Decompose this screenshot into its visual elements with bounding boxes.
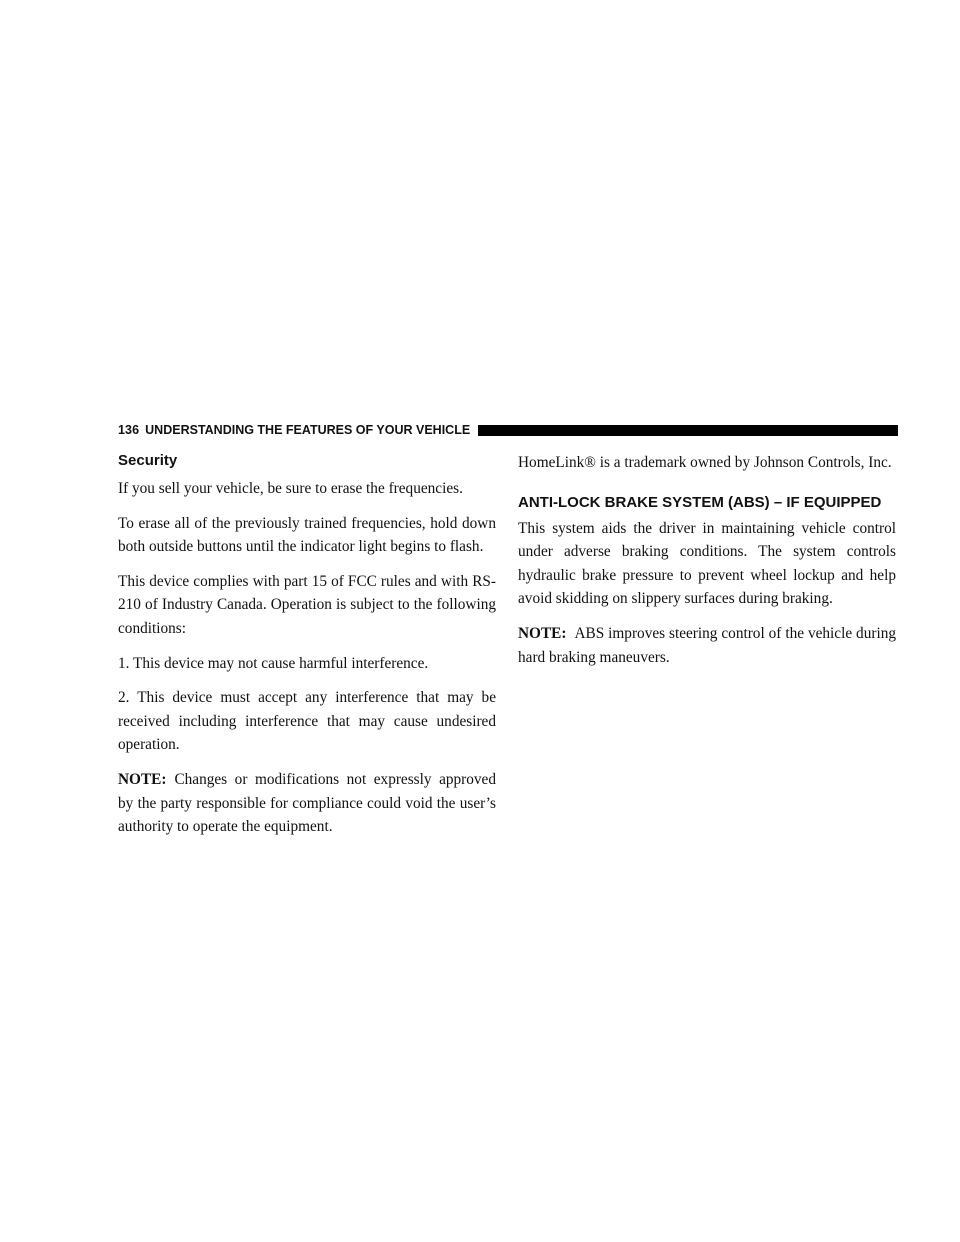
paragraph-fcc-compliance: This device complies with part 15 of FCC rules and with RS-210 of Industry Canada. Operation is subject to the following conditions:	[118, 572, 496, 637]
security-heading: Security	[118, 452, 178, 469]
note-paragraph-abs	[518, 622, 896, 669]
right-column	[518, 451, 896, 680]
paragraph-sell-vehicle: If you sell your vehicle, be sure to erase the frequencies.	[118, 480, 463, 497]
paragraph-abs-description: This system aids the driver in maintaining vehicle control under adverse braking conditions. The system controls hydraulic brake pressure to prevent wheel lockup and help avoid skidding on slippery surfaces during braking.	[518, 519, 896, 608]
note-text: Changes or modifications not expressly approved by the party responsible for compliance could void the user’s authority to operate the equipment.	[118, 770, 496, 836]
abs-heading: ANTI-LOCK BRAKE SYSTEM (ABS) – IF EQUIPPED	[518, 493, 882, 511]
paragraph-condition-2: 2. This device must accept any interference that may be received including interference that may cause undesired operation.	[118, 689, 496, 754]
left-column	[118, 451, 496, 850]
section-title: UNDERSTANDING THE FEATURES OF YOUR VEHICLE	[145, 423, 471, 437]
page-header	[118, 420, 898, 440]
page-number: 136	[118, 423, 140, 437]
trademark-notice: HomeLink® is a trademark owned by Johnson Controls, Inc.	[518, 454, 892, 471]
note-paragraph-modifications	[118, 768, 496, 839]
header-rule	[478, 425, 898, 436]
note-text: ABS improves steering control of the vehicle during hard braking maneuvers.	[518, 624, 896, 666]
note-label: NOTE:	[118, 770, 167, 788]
note-label: NOTE:	[518, 624, 567, 642]
paragraph-condition-1: 1. This device may not cause harmful interference.	[118, 654, 429, 672]
paragraph-erase-frequencies: To erase all of the previously trained frequencies, hold down both outside buttons until the indicator light begins to flash.	[118, 514, 496, 556]
